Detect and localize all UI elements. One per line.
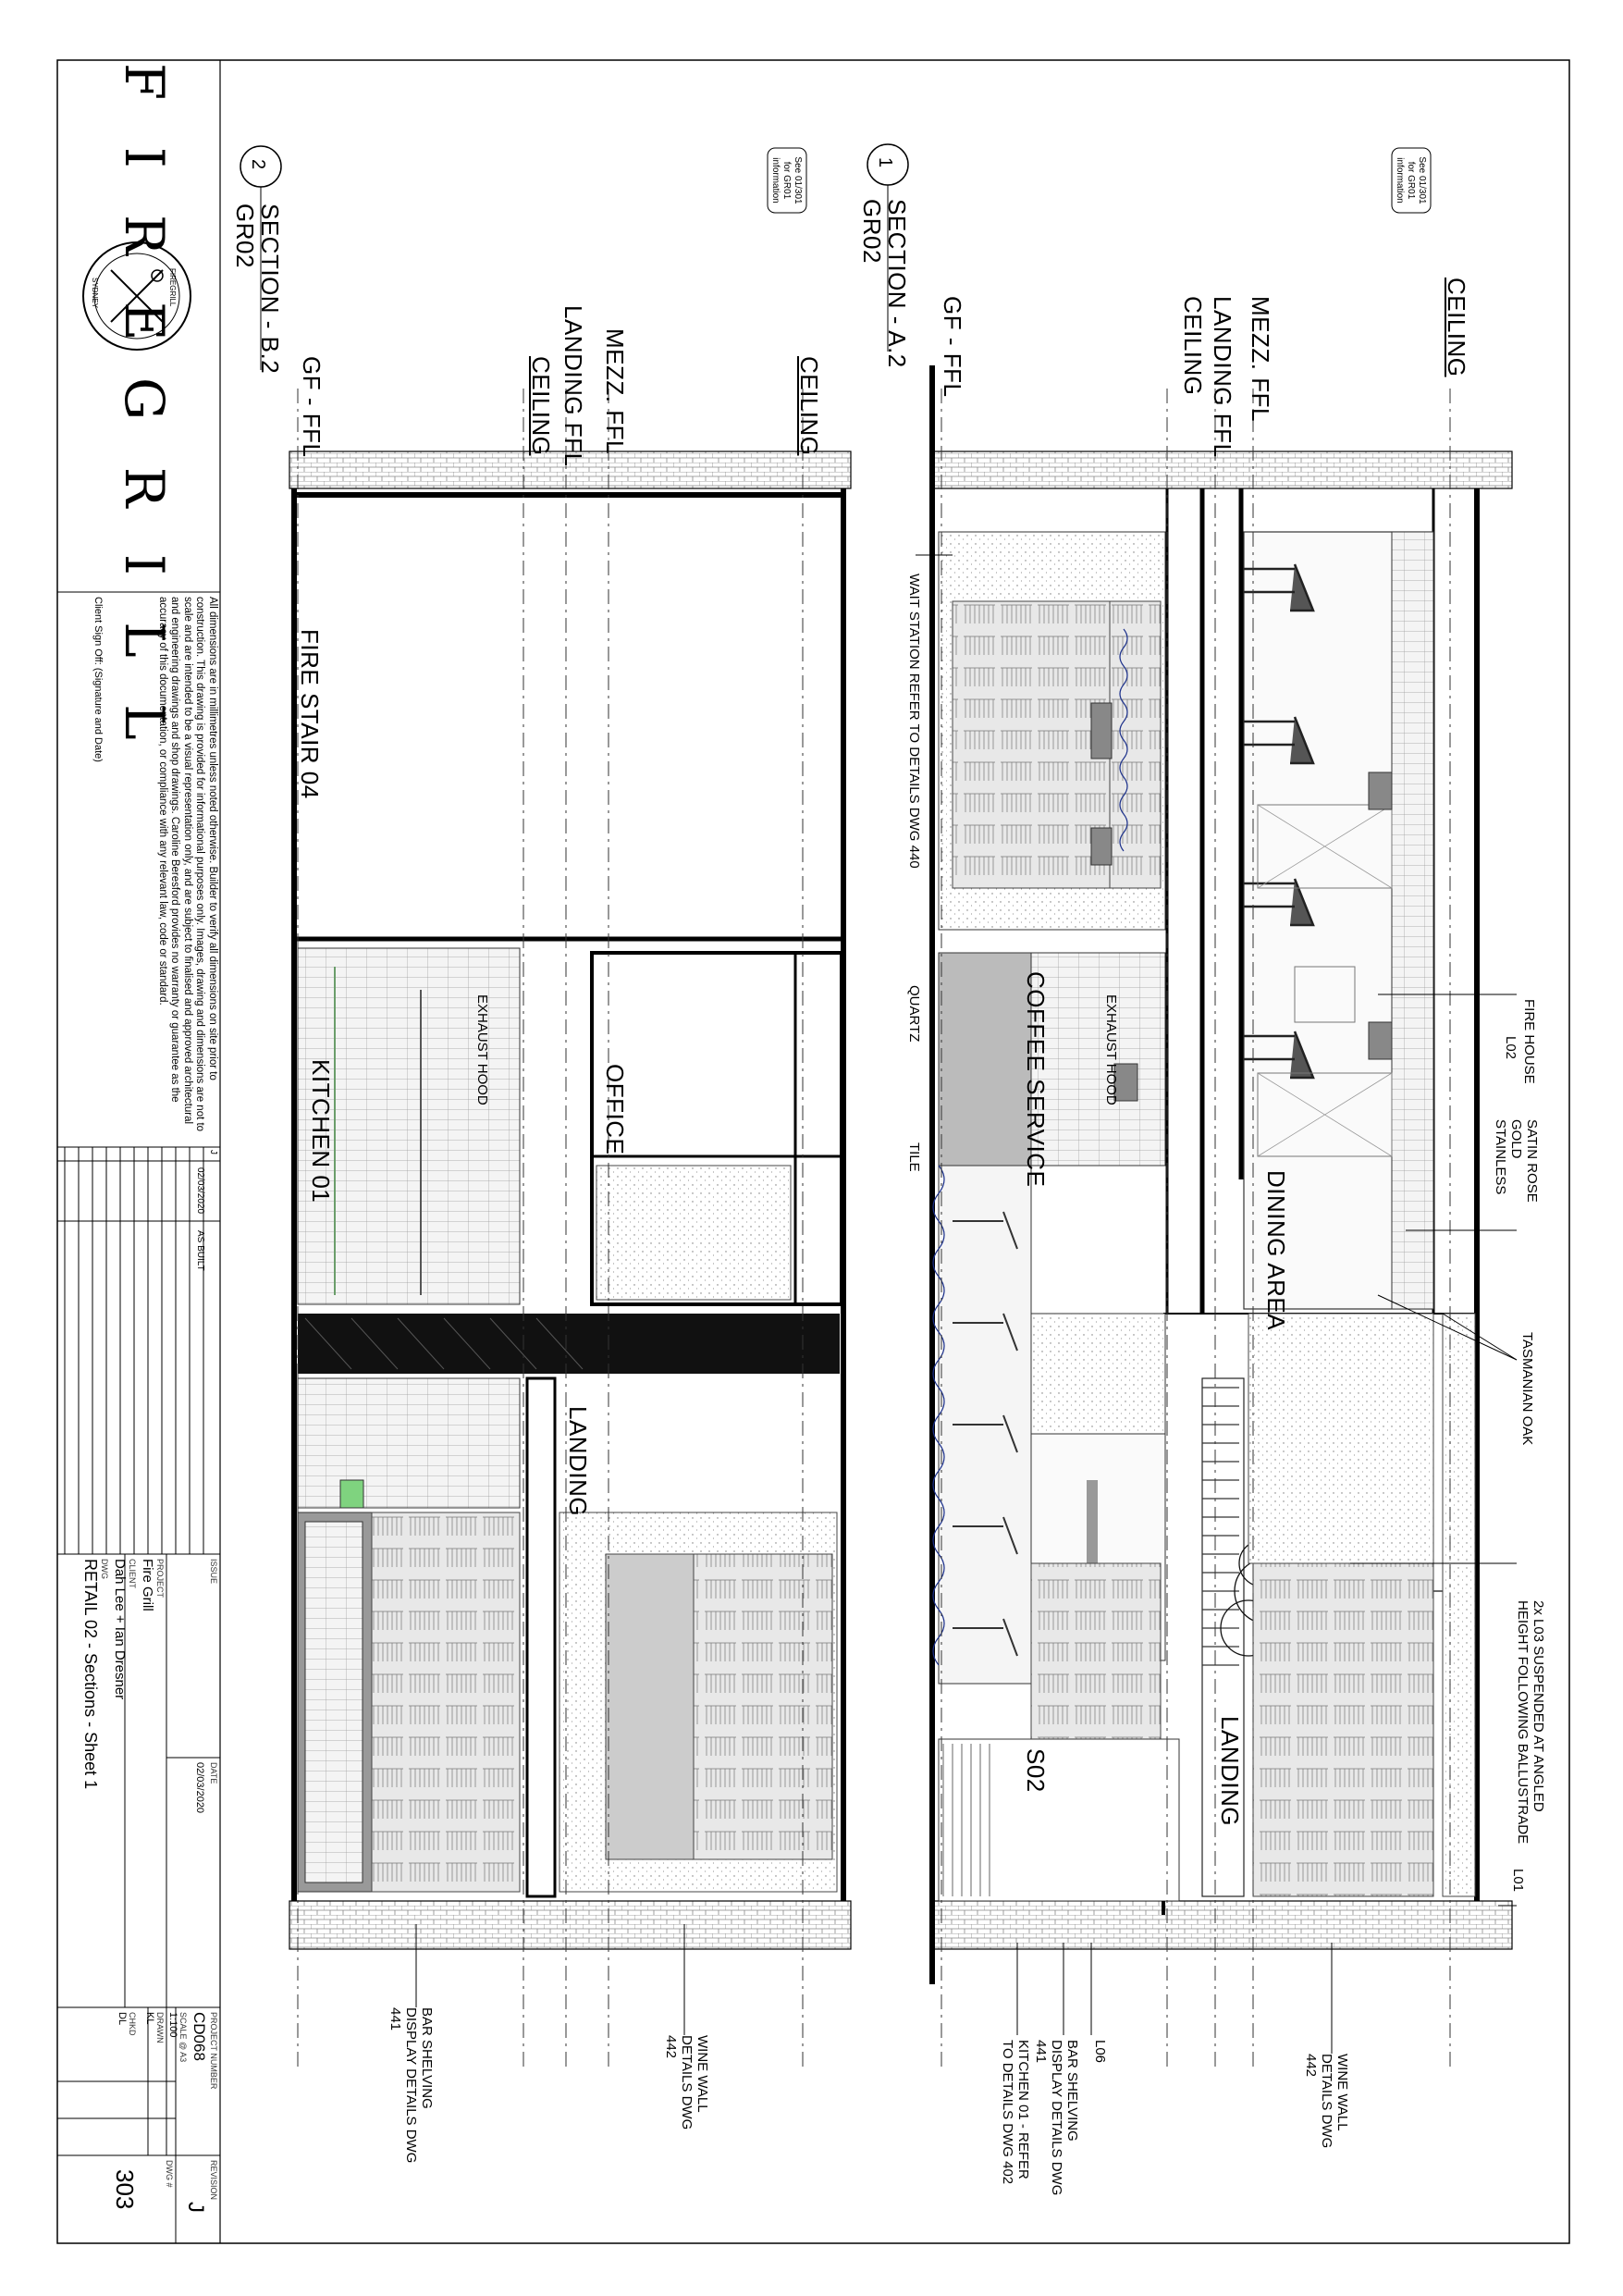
label-s02: S02 (1022, 1748, 1050, 1793)
section-1-title: SECTION - A.2 (883, 199, 911, 368)
project-number-value: CD068 (191, 2012, 208, 2061)
revision-caption: REVISION (209, 2160, 218, 2201)
logo-letter: R (113, 215, 176, 270)
client-signoff: Client Sign Off: (Signature and Date) (92, 597, 104, 762)
label-bar-shelving-2: BAR SHELVING DISPLAY DETAILS DWG 441 (387, 2007, 435, 2164)
level-landing-1: LANDING FFL (1209, 296, 1236, 458)
logo-letter: L (113, 622, 176, 673)
logo-letter: I (113, 146, 176, 183)
level-mezz-2: MEZZ. FFL (601, 328, 629, 454)
section-b2-drawing (289, 389, 851, 2072)
dwg-caption: DWG (100, 1559, 109, 1579)
logo-letter: E (113, 302, 176, 356)
label-fire-house: FIRE HOUSE (1521, 999, 1537, 1084)
date-value: 02/03/2020 (194, 1762, 205, 1814)
label-tile: TILE (906, 1142, 922, 1172)
label-exhaust-hood-2: EXHAUST HOOD (474, 994, 490, 1105)
label-kitchen-01: KITCHEN 01 (307, 1059, 335, 1204)
label-l01: L01 (1510, 1869, 1526, 1893)
section-1-sheet-ref: GR02 (858, 199, 886, 264)
label-satin-rose: SATIN ROSE GOLD STAINLESS (1493, 1119, 1540, 1203)
revision-value: J (183, 2202, 208, 2213)
label-landing-2: LANDING (564, 1406, 592, 1517)
level-gf-1: GF - FFL (939, 296, 966, 398)
label-wine-wall-2: WINE WALL DETAILS DWG 442 (663, 2035, 710, 2130)
client-value: Dah Lee + Ian Dresner (112, 1559, 128, 1700)
chkd-caption: CHKD (128, 2012, 137, 2036)
scale-caption: SCALE @ A3 (178, 2012, 188, 2063)
logo-letter: I (113, 553, 176, 590)
project-value: Fire Grill (140, 1559, 155, 1611)
logo-emblem-text-bottom: SYDNEY (91, 278, 99, 308)
drawn-caption: DRAWN (155, 2012, 165, 2043)
date-caption: DATE (209, 1762, 218, 1784)
label-quartz: QUARTZ (906, 985, 922, 1043)
dwg-number-caption: DWG # (165, 2160, 174, 2188)
revision-date: 02/03/2020 (195, 1167, 205, 1215)
project-caption: PROJECT (155, 1559, 165, 1599)
level-landing-2: LANDING FFL (559, 305, 587, 467)
label-kitchen-ref: KITCHEN 01 - REFER TO DETAILS DWG 402 (1000, 2040, 1031, 2185)
level-ceiling-2: CEILING (795, 356, 823, 456)
section-2-title: SECTION - B.2 (256, 204, 284, 375)
scale-value: 1:100 (167, 2012, 178, 2038)
chkd-value: DL (117, 2012, 128, 2026)
label-wait-station: WAIT STATION REFER TO DETAILS DWG 440 (906, 574, 922, 869)
revision-desc: AS BUILT (195, 1230, 205, 1271)
logo-letter: G (113, 377, 176, 436)
revision-letter: J (208, 1150, 218, 1154)
label-office: OFFICE (601, 1064, 629, 1155)
dwg-title: RETAIL 02 - Sections - Sheet 1 (81, 1559, 100, 1790)
logo-letter: R (113, 466, 176, 523)
level-ceiling-1b: CEILING (1179, 296, 1207, 396)
label-landing-1: LANDING (1216, 1716, 1244, 1827)
level-mezz-1: MEZZ. FFL (1247, 296, 1274, 422)
label-l02: L02 (1503, 1036, 1518, 1060)
label-tasmanian-oak: TASMANIAN OAK (1519, 1332, 1535, 1446)
logo-letter: L (113, 704, 176, 755)
drawn-value: KL (144, 2012, 155, 2025)
level-ceiling-1: CEILING (1443, 278, 1470, 377)
label-exhaust-hood-1: EXHAUST HOOD (1103, 994, 1119, 1105)
logo-letter: F (113, 63, 176, 116)
label-bar-shelving-1: BAR SHELVING DISPLAY DETAILS DWG 441 (1033, 2040, 1080, 2196)
label-fire-stair: FIRE STAIR 04 (296, 629, 324, 799)
label-suspended: 2x L03 SUSPENDED AT ANGLED HEIGHT FOLLOWING BALLUSTRADE (1515, 1600, 1546, 1845)
label-dining-area: DINING AREA (1262, 1170, 1290, 1331)
dwg-number-value: 303 (111, 2169, 139, 2210)
issue-caption: ISSUE (209, 1559, 218, 1585)
level-gf-2: GF - FFL (298, 356, 326, 458)
level-ceiling-2b: CEILING (527, 356, 555, 456)
section-2-sheet-ref: GR02 (231, 204, 259, 268)
section-2-see-note: See 01/301 for GR01 information (770, 156, 803, 204)
section-1-number: 1 (875, 157, 895, 168)
logo-wordmark-fire (113, 63, 176, 356)
logo-emblem-text-top: FIREGRILL (168, 268, 177, 307)
general-notes: All dimensions are in millimetres unless noted otherwise. Builder to verify all dimensions on site prior to construction. This drawing is provided for informational purposes only. Images, drawing and dimensions are not to scale and are intended to be a visual representation only, and are subject to finalised and approved architectural and engineering drawings and shop drawings. Caroline Beresford provides no warranty or guarantee as the accuracy of this documentation, or compliance with any relevant law, code or standard. (157, 597, 218, 1132)
label-wine-wall-1: WINE WALL DETAILS DWG 442 (1303, 2054, 1350, 2149)
label-l06: L06 (1092, 2040, 1108, 2064)
label-coffee-service: COFFEE SERVICE (1022, 971, 1050, 1188)
section-2-number: 2 (248, 159, 268, 170)
project-number-caption: PROJECT NUMBER (209, 2012, 218, 2090)
section-1-see-note: See 01/301 for GR01 information (1395, 156, 1427, 204)
client-caption: CLIENT (128, 1559, 137, 1589)
